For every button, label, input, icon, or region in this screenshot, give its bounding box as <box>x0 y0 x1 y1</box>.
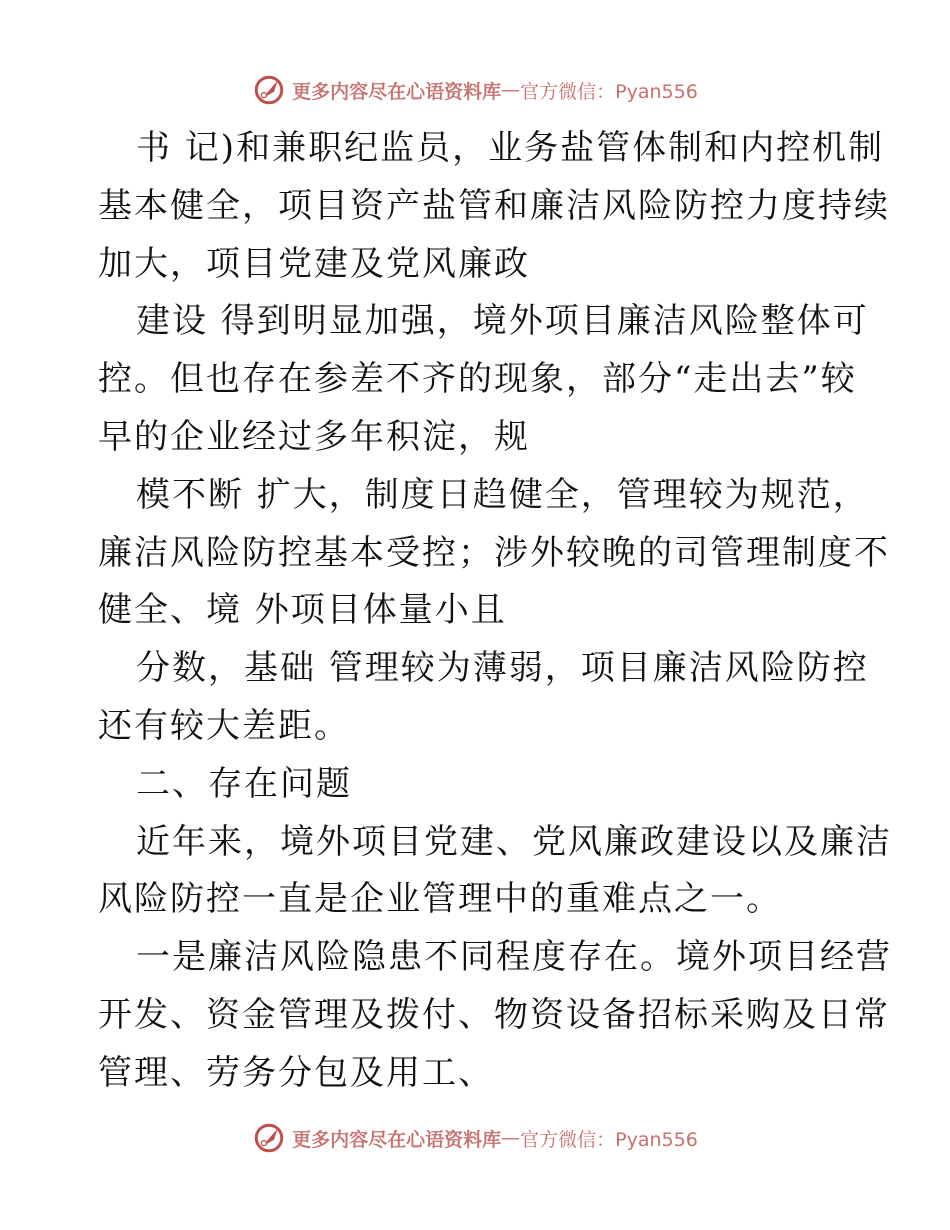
body-line: 一是廉洁风险隐患不同程度存在。境外项目经营 <box>136 937 892 978</box>
body-line: 健全、境 外项目体量小且 <box>98 590 507 631</box>
watermark-wechat-text: 官方微信：Pyan556 <box>520 80 698 103</box>
watermark-main-text: 更多内容尽在心语资料库 <box>292 80 502 103</box>
section-heading: 二、存在问题 <box>136 763 352 804</box>
document-body <box>98 120 892 1103</box>
body-line: 还有较大差距。 <box>98 705 350 746</box>
header-watermark <box>0 70 950 110</box>
watermark-main-text: 更多内容尽在心语资料库 <box>292 1128 502 1151</box>
body-line: 早的企业经过多年积淀，规 <box>98 416 530 457</box>
watermark-dash: — <box>501 1127 521 1149</box>
body-line: 基本健全，项目资产盐管和廉洁风险防控力度持续 <box>98 185 890 226</box>
watermark-wechat-text: 官方微信：Pyan556 <box>520 1128 698 1151</box>
watermark-dash: — <box>501 79 521 101</box>
body-line: 分数，基础 管理较为薄弱，项目廉洁风险防控 <box>136 648 869 689</box>
body-line: 加大，项目党建及党风廉政 <box>98 243 530 284</box>
body-line: 近年来，境外项目党建、党风廉政建设以及廉洁 <box>136 821 892 862</box>
body-line: 建设 得到明显加强，境外项目廉洁风险整体可 <box>136 301 869 342</box>
body-line: 开发、资金管理及拨付、物资设备招标采购及日常 <box>98 994 890 1035</box>
body-line: 书 记)和兼职纪监员，业务盐管体制和内控机制 <box>136 128 885 168</box>
body-line: 风险防控一直是企业管理中的重难点之一。 <box>98 879 782 920</box>
body-line: 管理、劳务分包及用工、 <box>98 1052 494 1093</box>
footer-watermark <box>0 1118 950 1158</box>
body-line: 廉洁风险防控基本受控；涉外较晚的司管理制度不 <box>98 532 890 573</box>
quill-logo-icon <box>252 1121 286 1155</box>
quill-logo-icon <box>252 73 286 107</box>
body-line: 模不断 扩大，制度日趋健全，管理较为规范， <box>136 474 869 515</box>
body-line: 控。但也存在参差不齐的现象，部分“走出去”较 <box>98 359 857 400</box>
